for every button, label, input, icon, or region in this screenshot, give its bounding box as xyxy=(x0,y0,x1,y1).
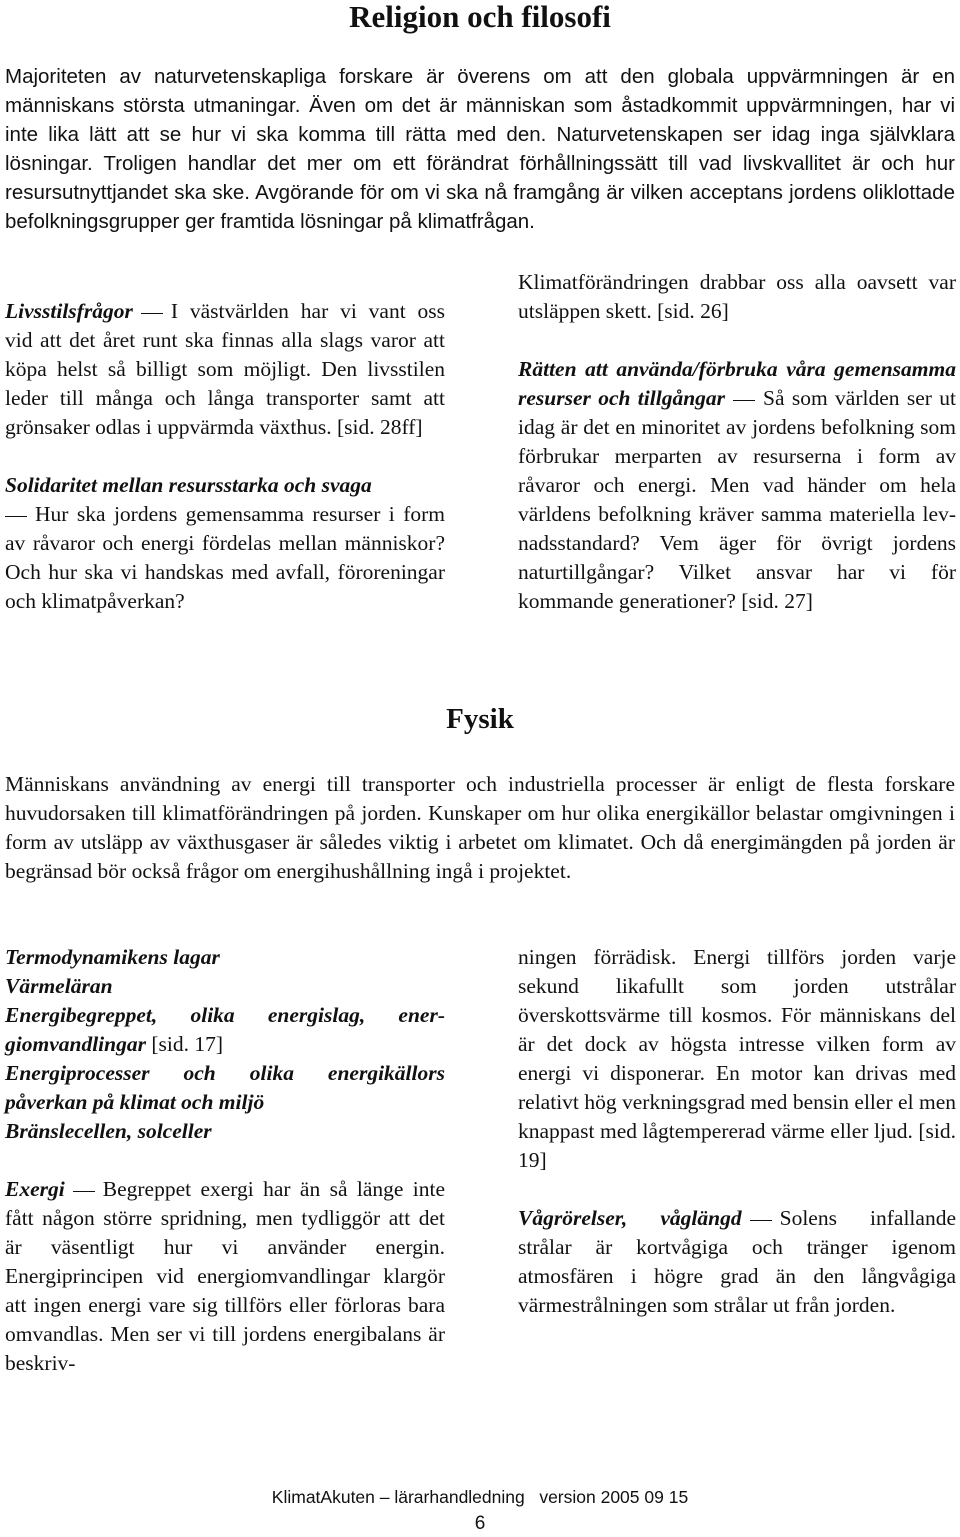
page-number: 6 xyxy=(474,1513,486,1534)
topic-varmelaran: Värmeläran xyxy=(5,974,113,998)
ratten-paragraph: Rätten att använda/förbruka våra gemensamma resurser och tillgångar Så som världen ser ut idag är det en minoritet av jordens befolkning som förbrukar merparten av resurserna i form av råvaror och energi. Men vad händer om hela världens befolkning kräver samma materiella levnadsstandard? Vem äger för övrigt jordens naturtillgångar? Vilket ansvar har vi för kommande generationer? [sid. 27] xyxy=(518,357,956,613)
livsstil-heading: Livsstilsfrågor xyxy=(5,299,133,323)
section-title-religion: Religion och filosofi xyxy=(349,0,611,34)
religion-right-column xyxy=(518,268,956,616)
topic-energiprocesser: Energiprocesser och olika energikällors påverkan på klimat och miljö xyxy=(5,1061,445,1114)
vagrorelser-paragraph: Vågrörelser, våglängd Solens infallande strålar är kortvågiga och tränger igenom atmosfären i högre grad än den långvågiga värmestrålningen som strålar ut från jorden. xyxy=(518,1206,956,1317)
exergi-paragraph: Exergi Begreppet exergi har än så länge inte fått någon större spridning, men tydliggör att det är väsentligt hur vi använder energin. Energiprincipen vid energiomvandlingar klargör att ingen energi vare sig tillförs eller förloras bara omvandlas. Men ser vi till jordens energibalans är beskriv- xyxy=(5,1177,445,1375)
em-dash xyxy=(73,1191,95,1192)
section-title-fysik: Fysik xyxy=(446,703,514,735)
fysik-right-column xyxy=(518,943,956,1320)
klimat-paragraph: Klimatförändringen drabbar oss alla oavsett var utsläppen skett. [sid. 26] xyxy=(518,270,956,323)
exergi-heading: Exergi xyxy=(5,1177,65,1201)
solidaritet-heading: Solidaritet mellan resursstarka och svaga xyxy=(5,473,372,497)
fysik-intro: Människans användning av energi till transporter och industriella processer är enligt de flesta forskare huvudorsaken till klimatförändringen på jorden. Kunskaper om hur olika energikällor belastar omgivningen i form av utsläpp av växthusgaser är således viktig i arbetet om klimatet. Och då energimängden på jorden är begränsad bör också frågor om energihushållning ingå i projektet. xyxy=(5,772,955,883)
religion-intro: Majoriteten av naturvetenskapliga forskare är överens om att den globala uppvärmningen är en människans största utmaningar. Även om det är människan som åstadkommit uppvärmningen, har vi inte lika lätt att se hur vi ska komma till rätta med den. Naturvetenskapen ser idag inga självklara lösningar. Troligen handlar det mer om ett förändrat förhållningssätt till vad livskvallitet är och hur resursutnyttjandet ska ske. Avgörande för om vi ska nå framgång är vilken acceptans jordens oliklottade befolkningsgrupper ger framtida lösningar på klimatfrågan. xyxy=(5,65,955,233)
religion-left-column xyxy=(5,297,445,616)
topic-energibegreppet: Energibegreppet, olika energislag, energiomvandlingar [sid. 17] xyxy=(5,1003,445,1056)
footer-text: KlimatAkuten – lärarhandledning version 2005 09 15 xyxy=(271,1487,689,1507)
topic-branslecellen: Bränslecellen, solceller xyxy=(5,1119,212,1143)
em-dash xyxy=(750,1220,772,1221)
em-dash xyxy=(141,313,163,314)
em-dash xyxy=(733,400,755,401)
solidaritet-paragraph: Solidaritet mellan resursstarka och svaga Hur ska jordens gemensamma resurser i form av råvaror och energi fördelas mellan människor? Och hur ska vi handskas med avfall, föroreningar och klimatpåverkan? xyxy=(5,473,445,613)
ref-sid-17: [sid. 17] xyxy=(151,1032,224,1056)
livsstil-paragraph: Livsstilsfrågor I västvärlden har vi vant oss vid att det året runt ska finnas alla slags varor att köpa helst så billigt som möjligt. Den livsstilen leder till många och långa transporter samt att grönsaker odlas i uppvärmda växthus. [sid. 28ff] xyxy=(5,299,445,439)
topic-termodynamik: Termodynamikens lagar xyxy=(5,945,220,969)
fysik-left-column xyxy=(5,943,445,1378)
ratten-heading: Rätten att använda/förbruka våra gemensamma resurser och tillgångar xyxy=(518,357,956,410)
vagrorelser-heading: Vågrörelser, våglängd xyxy=(518,1206,742,1230)
em-dash xyxy=(5,516,27,517)
exergi-continued: ningen förrädisk. Energi tillförs jorden varje sekund likafullt som jorden utstrålar överskottsvärme till kosmos. För människans del är det dock av högsta intresse vilken form av energi vi disponerar. En motor kan drivas med relativt hög verkningsgrad med bensin eller el men knappast med lågtempererad värme eller ljud. [sid. 19] xyxy=(518,945,956,1172)
